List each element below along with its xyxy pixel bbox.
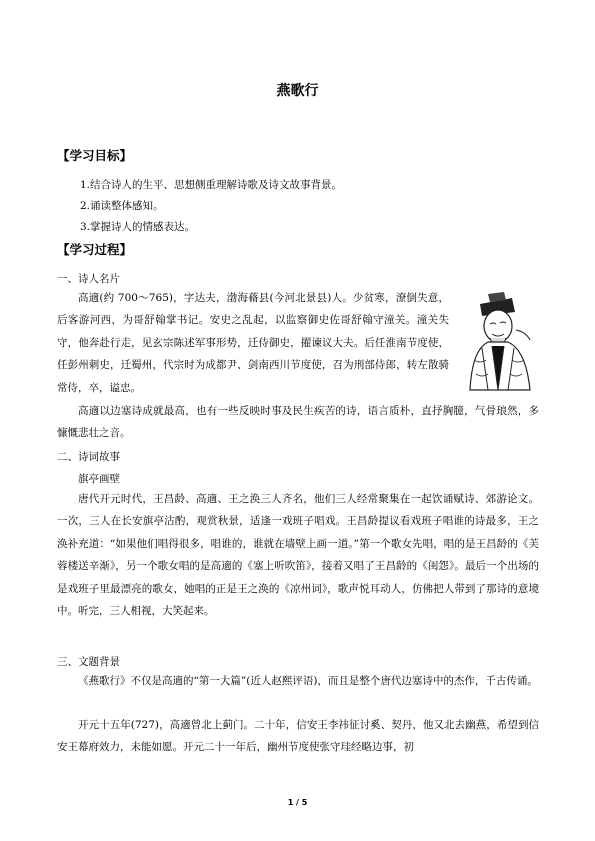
goal-item-2: 2.诵读整体感知。 [80, 200, 164, 212]
page-number: 1 / 5 [287, 798, 308, 807]
goal-item-3: 3.掌握诗人的情感表达。 [80, 221, 196, 233]
section-1-heading: 一、诗人名片 [57, 273, 120, 285]
background-paragraph-2: 开元十五年(727)，高適曾北上蓟门。二十年，信安王李祎征讨奚、契丹，他又北去幽燕，希望到信安王幕府效力，未能如愿。开元二十一年后，幽州节度使张守珪经略边事，初 [57, 719, 539, 754]
process-heading: 【学习过程】 [57, 242, 133, 257]
story-paragraph: 唐代开元时代，王昌龄、高適、王之涣三人齐名，他们三人经常聚集在一起饮诵赋诗、郊游论文。一次，三人在长安旗亭沽酌，观赏秋景，适逢一戏班子唱戏。王昌龄提议看戏班子唱谁的诗最多，王之涣补充道：“如果他们唱得很多，唱谁的，谁就在墙壁上画一道。”第一个歌女先唱，唱的是王昌龄的《芙蓉楼送辛渐》，另一个歌女唱的是高適的《塞上听吹笛》，接着又唱了王昌龄的《闺怨》。最后一个出场的是戏班子里最漂亮的歌女，她唱的正是王之涣的《凉州词》，歌声悦耳动人，仿佛把人带到了那诗的意境中。听完，三人相视，大笑起来。 [57, 493, 539, 618]
section-3-heading: 三、文题背景 [57, 656, 120, 668]
goal-item-1: 1.结合诗人的生平、思想侧重理解诗歌及诗文故事背景。 [80, 179, 343, 191]
section-2-heading: 二、诗词故事 [57, 451, 120, 463]
poet-portrait-icon [452, 290, 540, 394]
background-paragraph-1: 《燕歌行》不仅是高適的“第一大篇”(近人赵熙评语)，而且是整个唐代边塞诗中的杰作，千古传诵。 [78, 675, 538, 687]
story-subtitle: 旗亭画壁 [78, 473, 120, 485]
poet-style-paragraph: 高適以边塞诗成就最高，也有一些反映时事及民生疾苦的诗，语言质朴，直抒胸臆，气骨琅然，多慷慨悲壮之音。 [57, 405, 539, 440]
page-title: 燕歌行 [276, 83, 319, 99]
goals-heading: 【学习目标】 [57, 148, 133, 163]
poet-bio-paragraph: 高適(约 700～765)，字达夫，渤海蓨县(今河北景县)人。少贫寒，潦倒失意，后客游河西，为哥舒翰掌书记。安史之乱起，以监察御史佐哥舒翰守潼关。潼关失守，他奔赴行走，见玄宗陈述军事形势，迁侍御史，擢谏议大夫。后任淮南节度使，任彭州刺史，迁蜀州，代宗时为成都尹、剑南西川节度使，召为刑部侍郎，转左散骑常侍，卒，谥忠。 [57, 292, 449, 394]
